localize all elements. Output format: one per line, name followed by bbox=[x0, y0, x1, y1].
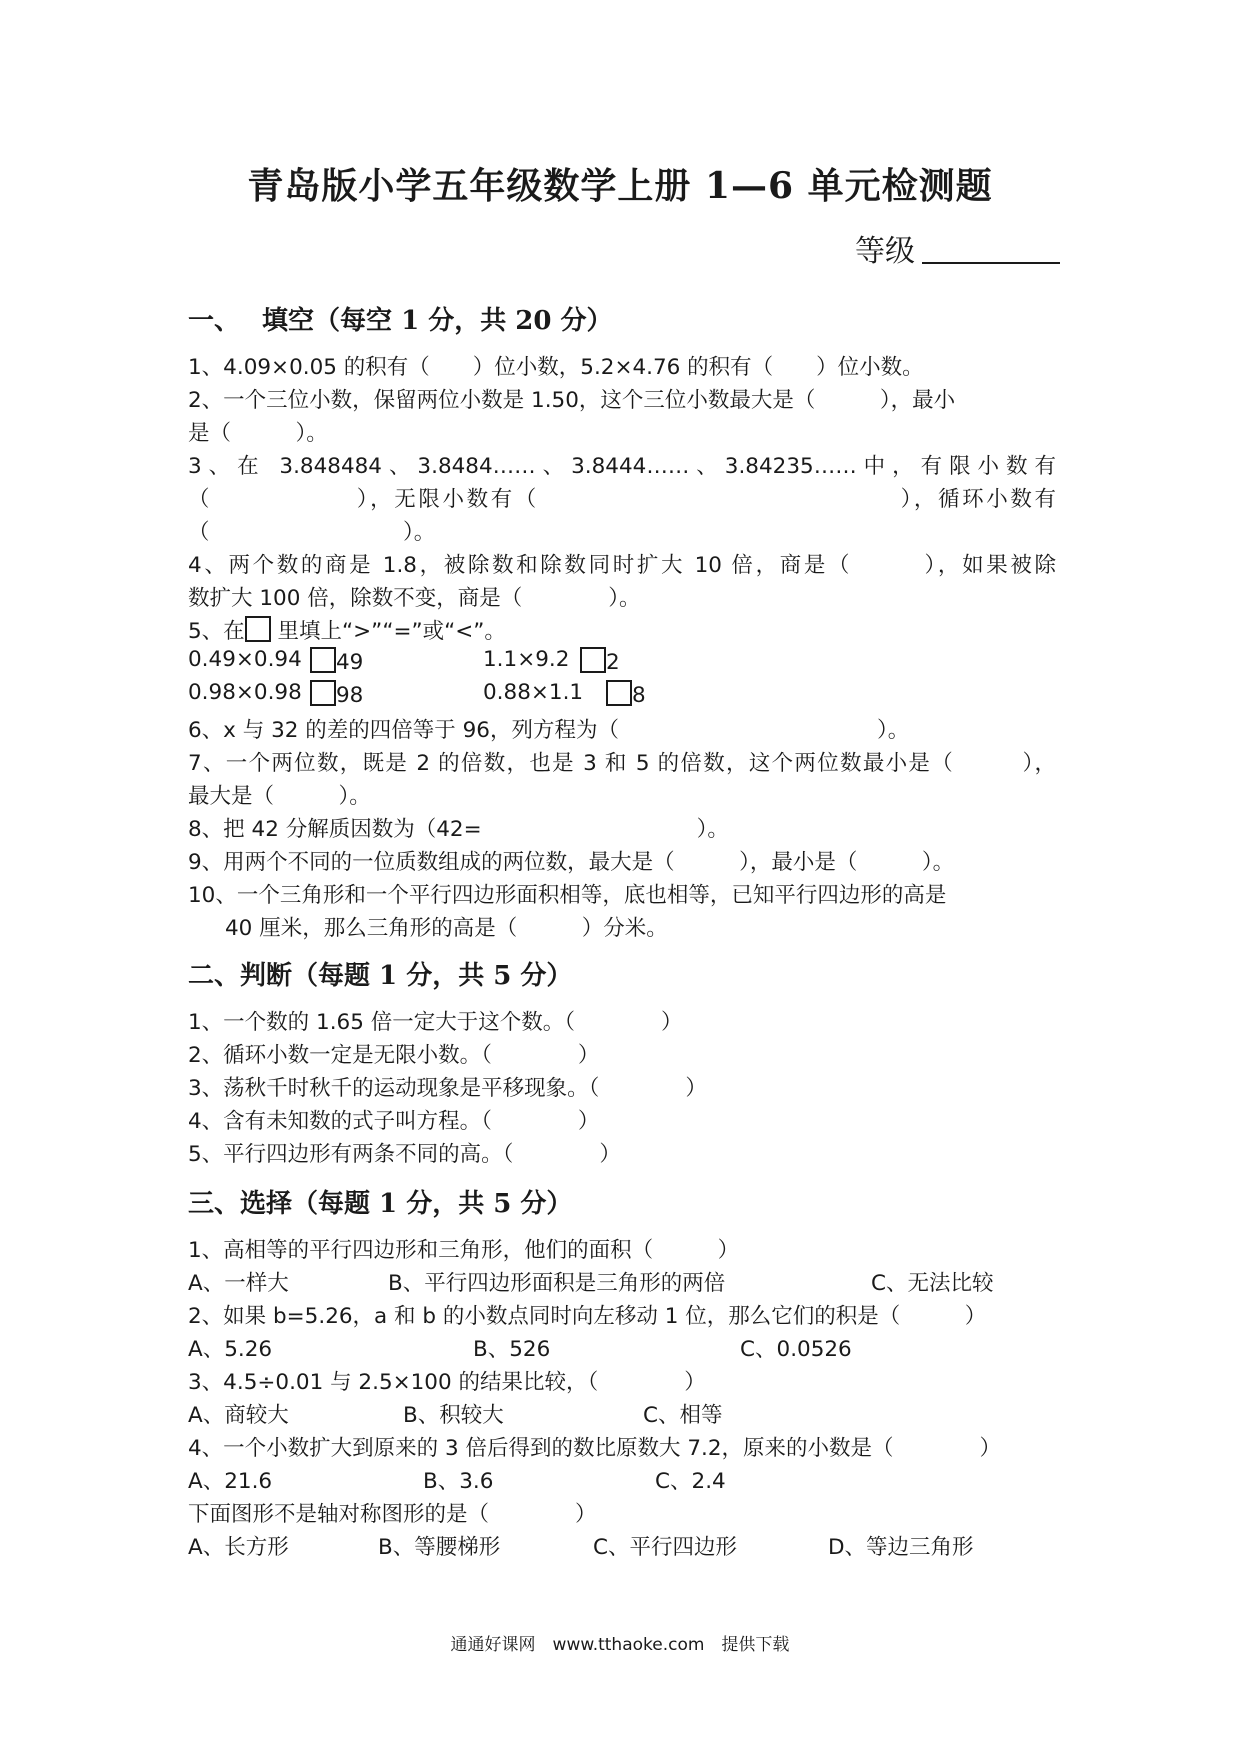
section-fill-blank-title: 一、 填空（每空 1 分，共 20 分） bbox=[188, 306, 613, 336]
question-4-line-2: 数扩大 100 倍，除数不变，商是（ ）。 bbox=[188, 586, 641, 611]
option-a: A、21.6 bbox=[188, 1469, 273, 1494]
option-b: B、526 bbox=[473, 1337, 551, 1362]
section-choice-title: 三、选择（每题 1 分，共 5 分） bbox=[188, 1189, 573, 1219]
question-10-line-1: 10、一个三角形和一个平行四边形面积相等，底也相等，已知平行四边形的高是 bbox=[188, 883, 947, 908]
question-8: 8、把 42 分解质因数为（42= ）。 bbox=[188, 817, 729, 842]
question-5: 5、在 里填上“>”“=”或“<”。 bbox=[188, 614, 506, 645]
compare-box bbox=[606, 680, 632, 706]
question-5-row-1: 0.49×0.94 49 1.1×9.2 2 bbox=[188, 647, 620, 675]
choice-1-question: 1、高相等的平行四边形和三角形，他们的面积（ ） bbox=[188, 1238, 740, 1263]
option-b: B、平行四边形面积是三角形的两倍 bbox=[388, 1271, 726, 1296]
option-a: A、商较大 bbox=[188, 1403, 289, 1428]
judge-3: 3、荡秋千时秋千的运动现象是平移现象。（ ） bbox=[188, 1076, 707, 1101]
question-5-row-2: 0.98×0.98 98 0.88×1.1 8 bbox=[188, 680, 646, 708]
option-a: A、长方形 bbox=[188, 1535, 289, 1560]
question-9: 9、用两个不同的一位质数组成的两位数，最大是（ ），最小是（ ）。 bbox=[188, 850, 955, 875]
question-6: 6、x 与 32 的差的四倍等于 96，列方程为（ ）。 bbox=[188, 718, 910, 743]
judge-2: 2、循环小数一定是无限小数。（ ） bbox=[188, 1043, 600, 1068]
judge-5: 5、平行四边形有两条不同的高。（ ） bbox=[188, 1142, 621, 1167]
option-c: C、平行四边形 bbox=[593, 1535, 738, 1560]
option-b: B、积较大 bbox=[403, 1403, 504, 1428]
section-judge-title: 二、判断（每题 1 分，共 5 分） bbox=[188, 961, 573, 991]
option-c: C、0.0526 bbox=[740, 1337, 852, 1362]
compare-box bbox=[310, 647, 336, 673]
choice-3-question: 3、4.5÷0.01 与 2.5×100 的结果比较，（ ） bbox=[188, 1370, 706, 1395]
choice-1-options bbox=[188, 1266, 1056, 1296]
grade-blank bbox=[922, 262, 1060, 264]
choice-5-question: 下面图形不是轴对称图形的是（ ） bbox=[188, 1502, 597, 1527]
question-10-line-2: 40 厘米，那么三角形的高是（ ）分米。 bbox=[225, 916, 668, 941]
compare-box bbox=[580, 647, 606, 673]
grade-label: 等级 bbox=[855, 234, 915, 269]
option-d: D、等边三角形 bbox=[828, 1535, 974, 1560]
option-c: C、相等 bbox=[643, 1403, 723, 1428]
footer-source: 通通好课网 www.tthaoke.com 提供下载 bbox=[450, 1635, 790, 1655]
choice-2-options bbox=[188, 1332, 1056, 1362]
judge-4: 4、含有未知数的式子叫方程。（ ） bbox=[188, 1109, 600, 1134]
compare-box bbox=[245, 616, 271, 642]
option-a: A、5.26 bbox=[188, 1337, 273, 1362]
question-1: 1、4.09×0.05 的积有（ ）位小数，5.2×4.76 的积有（ ）位小数。 bbox=[188, 355, 924, 380]
option-c: C、2.4 bbox=[655, 1469, 726, 1494]
option-b: B、3.6 bbox=[423, 1469, 494, 1494]
option-b: B、等腰梯形 bbox=[378, 1535, 501, 1560]
option-c: C、无法比较 bbox=[871, 1271, 994, 1296]
choice-4-question: 4、一个小数扩大到原来的 3 倍后得到的数比原数大 7.2，原来的小数是（ ） bbox=[188, 1436, 1002, 1461]
choice-2-question: 2、如果 b=5.26，a 和 b 的小数点同时向左移动 1 位，那么它们的积是（ ） bbox=[188, 1304, 987, 1329]
question-3-line-1: 3、在 3.848484、3.8484……、3.8444……、3.84235……中，有限小数有 bbox=[188, 454, 1056, 479]
page-title: 青岛版小学五年级数学上册 1—6 单元检测题 bbox=[247, 165, 993, 207]
question-7-line-2: 最大是（ ）。 bbox=[188, 784, 371, 809]
choice-5-options bbox=[188, 1530, 1056, 1560]
question-7-line-1: 7、一个两位数，既是 2 的倍数，也是 3 和 5 的倍数，这个两位数最小是（ ）， bbox=[188, 751, 1056, 776]
compare-box bbox=[310, 680, 336, 706]
question-3-line-3: （ ）。 bbox=[188, 520, 436, 545]
judge-1: 1、一个数的 1.65 倍一定大于这个数。（ ） bbox=[188, 1010, 683, 1035]
question-2-line-1: 2、一个三位小数，保留两位小数是 1.50，这个三位小数最大是（ ），最小 bbox=[188, 388, 956, 413]
question-4-line-1: 4、两个数的商是 1.8，被除数和除数同时扩大 10 倍，商是（ ），如果被除 bbox=[188, 553, 1056, 578]
choice-3-options bbox=[188, 1398, 1056, 1428]
question-3-line-2: （ ），无限小数有（ ），循环小数有 bbox=[188, 487, 1056, 512]
option-a: A、一样大 bbox=[188, 1271, 289, 1296]
question-2-line-2: 是（ ）。 bbox=[188, 421, 328, 446]
choice-4-options bbox=[188, 1464, 1056, 1494]
